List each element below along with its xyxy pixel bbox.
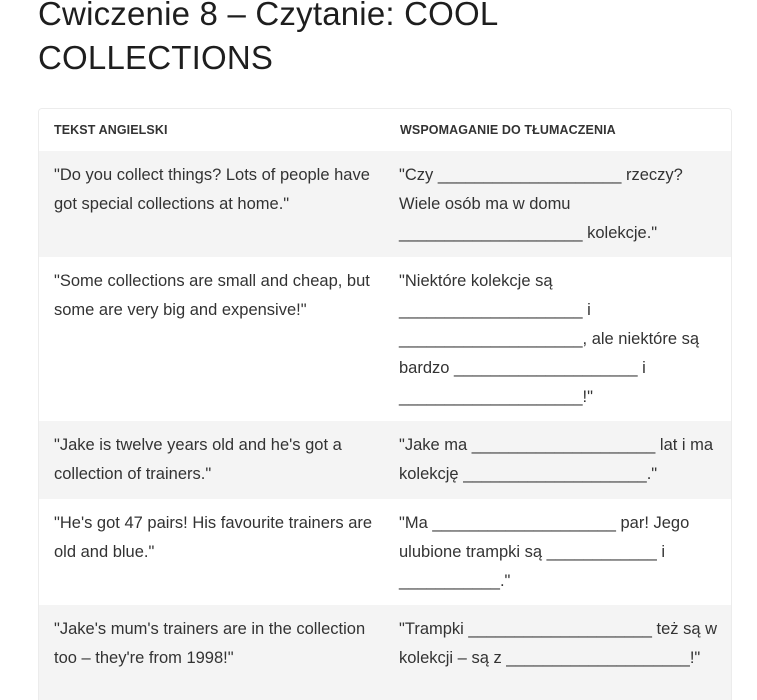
translation-table [38,108,732,700]
translation-cell: "Jake ma ____________________ lat i ma kolekcję ____________________." [385,421,732,499]
table-header-row [39,109,732,151]
page-title: Cwiczenie 8 – Czytanie: COOL COLLECTIONS [38,0,498,76]
translation-cell: "Ma ____________________ par! Jego ulubione trampki są ____________ i ___________." [385,499,732,605]
english-cell: "Jake's mum's trainers are in the collection too – they're from 1998!" [39,605,385,700]
translation-cell: "Niektóre kolekcje są ____________________ i ____________________, ale niektóre są bardzo ____________________ i ____________________!" [385,257,732,421]
english-cell: "Some collections are small and cheap, but some are very big and expensive!" [39,257,385,421]
english-cell: "Jake is twelve years old and he's got a collection of trainers." [39,421,385,499]
table-row [39,151,732,257]
table-row [39,257,732,421]
translation-cell: "Czy ____________________ rzeczy? Wiele osób ma w domu ____________________ kolekcje." [385,151,732,257]
table-row [39,421,732,499]
table-row [39,605,732,700]
english-cell: "He's got 47 pairs! His favourite trainers are old and blue." [39,499,385,605]
header-translation-help: WSPOMAGANIE DO TŁUMACZENIA [385,109,732,151]
table-row [39,499,732,605]
english-cell: "Do you collect things? Lots of people have got special collections at home." [39,151,385,257]
translation-cell: "Trampki ____________________ też są w kolekcji – są z ____________________!" [385,605,732,700]
header-english-text: TEKST ANGIELSKI [39,109,385,151]
